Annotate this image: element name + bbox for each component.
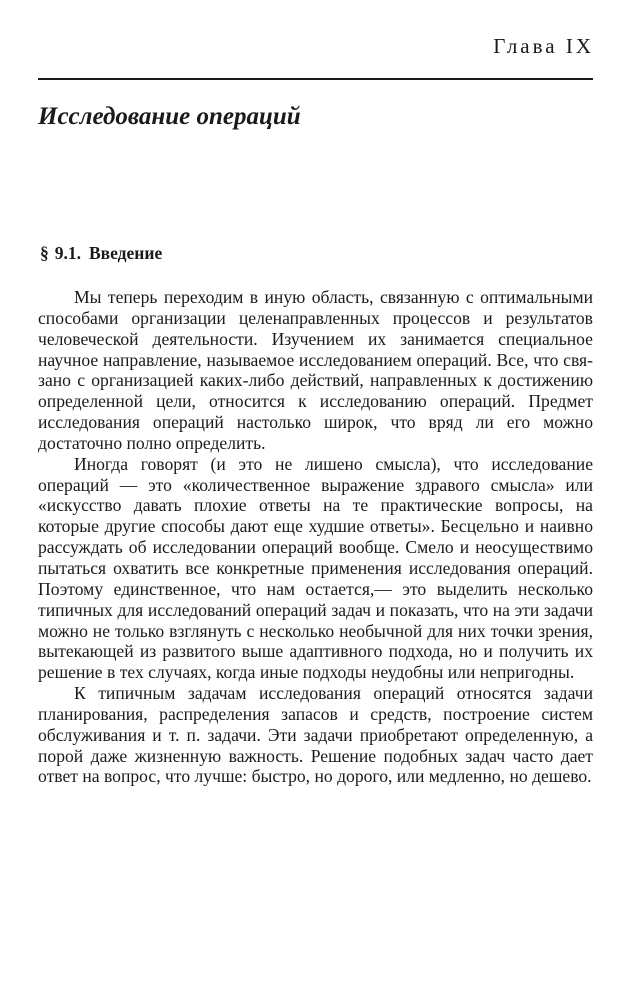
section-title: Введение — [89, 243, 163, 263]
section-symbol: § — [40, 243, 49, 263]
section-number: 9.1. — [54, 243, 81, 263]
paragraph: Иногда говорят (и это не лишено смысла), что исследование операций — это «количественное выражение здравого смысла» или «искусство давать плохие ответы на те практические вопросы, на которые другие способы дают еще худшие ответы». Бесцельно и наивно рассуждать об исследовании операций вообще. Смело и неосуществимо пытаться охватить все конкретные применения исследования операций. Поэтому единственное, что нам остается,— это выделить несколько типичных для исследований операций задач и показать, что на эти задачи можно не только взглянуть с несколько необычной для них точки зрения, вытекающей из развитого выше адаптивного подхода, но и получить их решение в тех случаях, когда иные подходы неудобны или непригодны. — [38, 453, 593, 683]
section-heading — [40, 243, 162, 264]
body-text — [38, 287, 593, 787]
paragraph: К типичным задачам исследования операций относятся задачи планирования, распределения запасов и средств, построение систем обслуживания и т. п. задачи. Эти задачи приобретают определенную, а порой даже жизненную важность. Решение подобных задач часто дает ответ на вопрос, что лучше: быстро, но дорого, или медленно, но дешево. — [38, 683, 593, 787]
chapter-title: Исследование операций — [38, 103, 301, 130]
running-head: Глава IX — [493, 34, 594, 58]
header-rule — [38, 78, 593, 80]
paragraph: Мы теперь переходим в иную область, связанную с оптимальными способами организации целенаправленных процессов и результатов человеческой деятельности. Изучением их занимается специальное научное направление, называемое исследованием операций. Все, что связано с организацией каких-либо действий, направленных к достижению определенной цели, относится к исследованию операций. Предмет исследования операций настолько широк, что вряд ли его можно достаточно полно определить. — [38, 287, 593, 453]
